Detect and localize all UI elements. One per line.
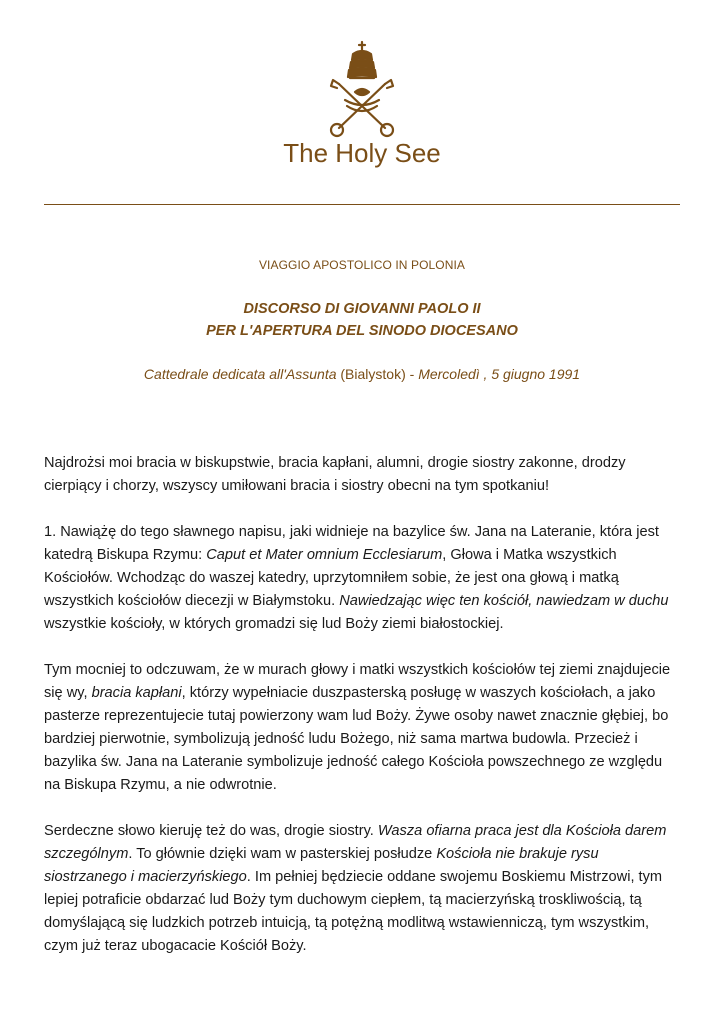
p2-text-e: wszystkie kościoły, w których gromadzi się lud Boży ziemi białostockiej. — [44, 616, 504, 632]
p2-italic-b: Caput et Mater omnium Ecclesiarum — [206, 547, 443, 563]
dateline-city: (Bialystok) - — [336, 366, 419, 382]
site-title[interactable]: The Holy See — [283, 138, 441, 168]
p4-text-c: . To głównie dzięki wam w pasterskiej posłudze — [128, 846, 437, 862]
heading-line-2: PER L'APERTURA DEL SINODO DIOCESANO — [206, 323, 518, 339]
dateline — [0, 366, 724, 382]
dateline-place: Cattedrale dedicata all'Assunta — [143, 366, 337, 382]
p2-text-a: 1. Nawiążę do tego sławnego napisu, jaki widnieje na bazylice św. Jana na Lateranie, która jest katedrą Biskupa Rzymu: — [44, 524, 659, 563]
document-heading — [0, 298, 724, 342]
p4-italic-b: Wasza ofiarna praca jest dla Kościoła darem szczególnym — [44, 823, 667, 862]
paragraph-2 — [44, 521, 680, 636]
p4-text-a: Serdeczne słowo kieruję też do was, drogie siostry. — [44, 823, 378, 839]
header-divider — [44, 204, 680, 205]
paragraph-3 — [44, 659, 680, 797]
speech-body — [44, 452, 680, 981]
paragraph-1: Najdrożsi moi bracia w biskupstwie, bracia kapłani, alumni, drogie siostry zakonne, drodzy cierpiący i chorzy, wszyscy umiłowani bracia i siostry obecni na tym spotkaniu! — [44, 455, 626, 494]
papal-keys-tiara-icon — [317, 40, 407, 140]
p2-text-c: , Głowa i Matka wszystkich Kościołów. Wchodząc do waszej katedry, uprzytomniłem sobie, że jest ona głową i matką wszystkich kościołów diecezji w Białymstoku. — [44, 547, 619, 609]
p4-text-e: . Im pełniej będziecie oddane swojemu Boskiemu Mistrzowi, tym lepiej potraficie obdarzać lud Boży tym duchowym ciepłem, tą macierzyńską troskliwością, tą domyślającą się ludzkich potrzeb intuicją, tą potężną modlitwą wstawienniczą, tym wszystkim, czym już teraz ubogacacie Kościół Boży. — [44, 869, 663, 954]
heading-line-1: DISCORSO DI GIOVANNI PAOLO II — [243, 301, 481, 317]
p3-italic-b: bracia kapłani — [91, 685, 182, 701]
p3-text-c: , którzy wypełniacie duszpasterską posługę w waszych kościołach, a jako pasterze reprezentujecie tutaj powierzony wam lud Boży. Żywe osoby nawet znacznie głębiej, bo bardziej pierwotnie, symbolizują jedność ludu Bożego, niż sama martwa budowla. Przecież i bazylika św. Jana na Lateranie symbolizuje jedność całego Kościoła powszechnego ze względu na Biskupa Rzymu, a nie odwrotnie. — [44, 685, 669, 793]
p3-text-a: Tym mocniej to odczuwam, że w murach głowy i matki wszystkich kościołów tej ziemi znajdujecie się wy, — [44, 662, 671, 701]
dateline-date: Mercoledì , 5 giugno 1991 — [418, 366, 581, 382]
p4-italic-d: Kościoła nie brakuje rysu siostrzanego i macierzyńskiego — [44, 846, 599, 885]
paragraph-4 — [44, 820, 680, 958]
p2-italic-d: Nawiedzając więc ten kościół, nawiedzam w duchu — [339, 593, 669, 609]
document-kicker: VIAGGIO APOSTOLICO IN POLONIA — [258, 258, 466, 272]
